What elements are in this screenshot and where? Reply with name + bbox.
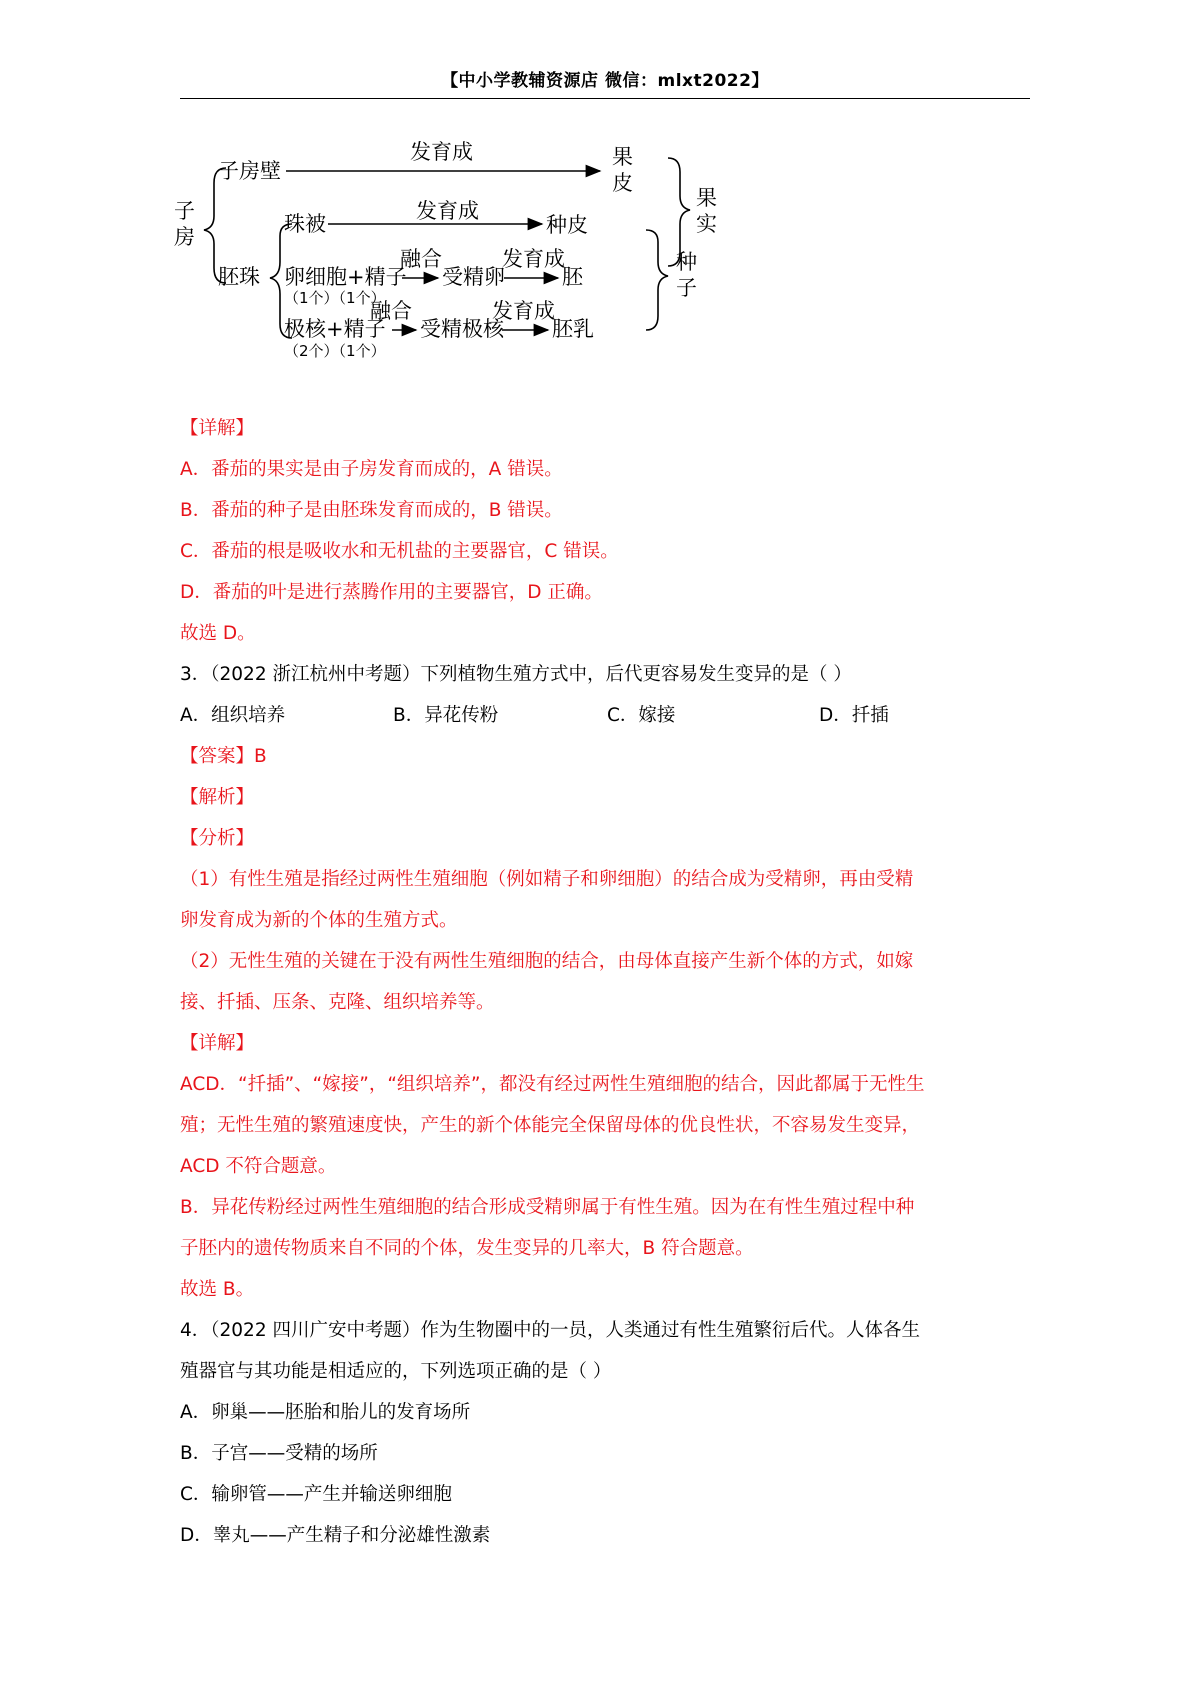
question-3-stem: 3．（2022 浙江杭州中考题）下列植物生殖方式中，后代更容易发生变异的是（ ） [180, 664, 852, 685]
label-egg-count: （1个）（1个） [284, 289, 386, 307]
text-line: 殖；无性生殖的繁殖速度快，产生的新个体能完全保留母体的优良性状，不容易发生变异， [180, 1115, 921, 1136]
label-integument: 珠被 [284, 212, 326, 236]
label-polar-sperm: 极核+精子 [284, 317, 386, 341]
text-line: 【答案】B [180, 746, 267, 767]
question-4 [180, 1310, 1030, 1556]
text-line: 【详解】 [180, 1033, 255, 1054]
label-pericarp-2: 皮 [612, 171, 633, 195]
label-endosperm: 胚乳 [552, 317, 594, 341]
text-line: 【详解】 [180, 418, 255, 439]
label-seed-2: 子 [676, 276, 697, 300]
text-line: （2）无性生殖的关键在于没有两性生殖细胞的结合，由母体直接产生新个体的方式，如嫁 [180, 951, 914, 972]
text-line: D．番茄的叶是进行蒸腾作用的主要器官，D 正确。 [180, 582, 603, 603]
explanation-block-q2 [180, 408, 1030, 654]
label-fusion-2: 融合 [370, 299, 412, 323]
text-line: A．番茄的果实是由子房发育而成的，A 错误。 [180, 459, 563, 480]
label-ovary-wall: 子房壁 [218, 159, 281, 183]
label-seed-1: 种 [676, 250, 697, 274]
option-b: B．异花传粉 [393, 705, 499, 726]
text-line: ACD 不符合题意。 [180, 1156, 337, 1177]
text-line: 接、扦插、压条、克隆、组织培养等。 [180, 992, 495, 1013]
explanation-block-q3 [180, 736, 1030, 1310]
option-a: A．组织培养 [180, 705, 286, 726]
question-4-stem-line: 殖器官与其功能是相适应的，下列选项正确的是（ ） [180, 1361, 612, 1382]
label-fusion-1: 融合 [400, 247, 442, 271]
page-header: 【中小学教辅资源店 微信：mlxt2022】 [441, 71, 769, 91]
label-zygote: 受精卵 [442, 265, 505, 289]
text-line: 【解析】 [180, 787, 255, 808]
label-develops-4: 发育成 [492, 299, 555, 323]
label-develops-1: 发育成 [410, 140, 473, 164]
text-line: 【分析】 [180, 828, 255, 849]
label-seed-coat: 种皮 [546, 213, 588, 237]
text-line: 卵发育成为新的个体的生殖方式。 [180, 910, 458, 931]
text-line: C．番茄的根是吸收水和无机盐的主要器官，C 错误。 [180, 541, 619, 562]
text-line: B．番茄的种子是由胚珠发育而成的，B 错误。 [180, 500, 563, 521]
option-b: B．子宫——受精的场所 [180, 1443, 378, 1464]
label-embryo: 胚 [562, 265, 583, 289]
text-line: 故选 D。 [180, 623, 256, 644]
text-line: B．异花传粉经过两性生殖细胞的结合形成受精卵属于有性生殖。因为在有性生殖过程中种 [180, 1197, 915, 1218]
option-d: D．睾丸——产生精子和分泌雄性激素 [180, 1525, 491, 1546]
label-fruit-2: 实 [696, 212, 717, 236]
question-3-options [180, 695, 1030, 736]
label-ovary-1: 子 [174, 199, 195, 223]
label-ovary-2: 房 [174, 225, 195, 249]
option-c: C．嫁接 [607, 705, 676, 726]
label-develops-2: 发育成 [416, 199, 479, 223]
label-pericarp-1: 果 [612, 145, 633, 169]
label-ovule: 胚珠 [218, 265, 260, 289]
text-line: 子胚内的遗传物质来自不同的个体，发生变异的几率大，B 符合题意。 [180, 1238, 754, 1259]
document-body [180, 408, 1030, 1556]
seed-brace [646, 230, 668, 330]
text-line: ACD．“扦插”、“嫁接”，“组织培养”，都没有经过两性生殖细胞的结合，因此都属于无性生 [180, 1074, 925, 1095]
label-egg-sperm: 卵细胞+精子 [284, 265, 407, 289]
label-fruit-1: 果 [696, 186, 717, 210]
question-4-stem-line: 4．（2022 四川广安中考题）作为生物圈中的一员，人类通过有性生殖繁衍后代。人体各生 [180, 1320, 920, 1341]
label-polar-count: （2个）（1个） [284, 342, 386, 360]
label-fertilized-polar: 受精极核 [420, 317, 504, 341]
text-line: （1）有性生殖是指经过两性生殖细胞（例如精子和卵细胞）的结合成为受精卵，再由受精 [180, 869, 914, 890]
option-a: A．卵巢——胚胎和胎儿的发育场所 [180, 1402, 471, 1423]
label-develops-3: 发育成 [502, 247, 565, 271]
fruit-development-diagram [174, 138, 760, 408]
header-rule [180, 98, 1030, 99]
option-d: D．扦插 [819, 705, 889, 726]
text-line: 故选 B。 [180, 1279, 255, 1300]
option-c: C．输卵管——产生并输送卵细胞 [180, 1484, 452, 1505]
